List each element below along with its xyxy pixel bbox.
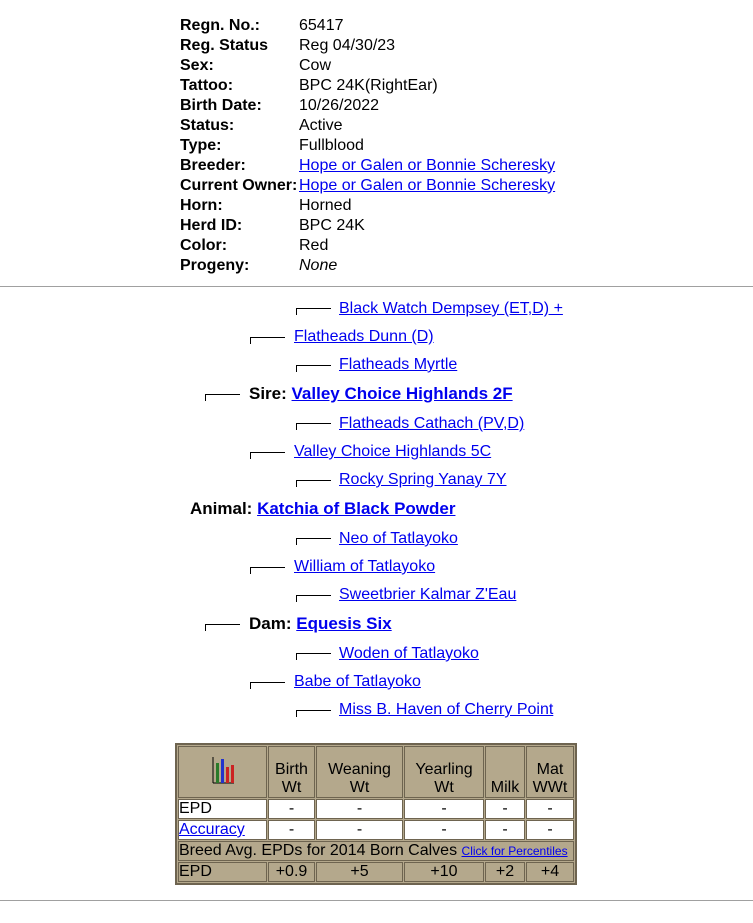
info-label: Herd ID: bbox=[180, 217, 243, 234]
col-yearling-wt bbox=[404, 746, 484, 798]
breed-average-row bbox=[178, 862, 574, 882]
epd-row bbox=[178, 799, 574, 819]
pedigree-connector bbox=[250, 452, 285, 459]
info-label: Birth Date: bbox=[180, 97, 262, 114]
epd-cell: - bbox=[404, 799, 484, 819]
pedigree-connector bbox=[250, 567, 285, 574]
sire-label: Sire: bbox=[249, 384, 287, 403]
info-label: Horn: bbox=[180, 197, 223, 214]
breed-average-text: Breed Avg. EPDs for 2014 Born Calves bbox=[179, 842, 458, 859]
breeder-link[interactable]: Hope or Galen or Bonnie Scheresky bbox=[299, 157, 556, 174]
chart-cell bbox=[178, 746, 267, 798]
divider bbox=[0, 900, 753, 901]
info-label: Reg. Status bbox=[180, 37, 269, 54]
info-label: Progeny: bbox=[180, 257, 250, 274]
pedigree-connector bbox=[296, 365, 331, 372]
header-text: Yearling bbox=[415, 761, 473, 778]
animal-entry bbox=[190, 499, 455, 519]
dam-entry bbox=[249, 614, 392, 634]
avg-cell: +5 bbox=[316, 862, 403, 882]
accuracy-value: - bbox=[526, 820, 574, 840]
header-text: Wt bbox=[281, 779, 302, 796]
pedigree-sire-sire-dam[interactable]: Flatheads Myrtle bbox=[339, 356, 458, 373]
info-label: Tattoo: bbox=[180, 77, 234, 94]
accuracy-value: - bbox=[268, 820, 315, 840]
info-label: Type: bbox=[180, 137, 222, 154]
pedigree-connector bbox=[296, 710, 331, 717]
breed-average-heading bbox=[178, 841, 574, 861]
sire-link[interactable]: Valley Choice Highlands 2F bbox=[291, 384, 513, 403]
bar-chart-icon[interactable] bbox=[211, 755, 235, 785]
divider bbox=[0, 286, 753, 287]
info-label: Status: bbox=[180, 117, 235, 134]
pedigree-sire-dam[interactable]: Valley Choice Highlands 5C bbox=[294, 443, 492, 460]
header-text: Milk bbox=[490, 779, 520, 796]
epd-header-row bbox=[178, 746, 574, 798]
info-label: Color: bbox=[180, 237, 228, 254]
breed-average-heading-row bbox=[178, 841, 574, 861]
pedigree-connector bbox=[296, 308, 331, 315]
pedigree-dam-dam-dam[interactable]: Miss B. Haven of Cherry Point bbox=[339, 701, 554, 718]
header-text: WWt bbox=[532, 779, 568, 796]
header-text: Wt bbox=[349, 779, 370, 796]
accuracy-value: - bbox=[404, 820, 484, 840]
info-value: Cow bbox=[299, 57, 332, 74]
header-text: Wt bbox=[434, 779, 454, 796]
percentiles-link[interactable]: Click for Percentiles bbox=[461, 844, 568, 858]
info-value: Red bbox=[299, 237, 329, 254]
info-value: Reg 04/30/23 bbox=[299, 37, 396, 54]
epd-cell: - bbox=[268, 799, 315, 819]
pedigree-connector bbox=[296, 538, 331, 545]
row-label: EPD bbox=[178, 862, 267, 882]
header-text: Weaning bbox=[328, 761, 391, 778]
pedigree-connector bbox=[296, 595, 331, 602]
header-text: Birth bbox=[275, 761, 308, 778]
info-value: 65417 bbox=[299, 17, 344, 34]
epd-cell: - bbox=[316, 799, 403, 819]
info-value: BPC 24K bbox=[299, 217, 365, 234]
info-label: Regn. No.: bbox=[180, 17, 260, 34]
info-value: Fullblood bbox=[299, 137, 364, 154]
current-owner-link[interactable]: Hope or Galen or Bonnie Scheresky bbox=[299, 177, 556, 194]
info-value: 10/26/2022 bbox=[299, 97, 380, 114]
pedigree-dam-sire-sire[interactable]: Neo of Tatlayoko bbox=[339, 530, 458, 547]
accuracy-value: - bbox=[485, 820, 525, 840]
info-label: Sex: bbox=[180, 57, 214, 74]
avg-cell: +10 bbox=[404, 862, 484, 882]
epd-cell: - bbox=[526, 799, 574, 819]
pedigree-connector bbox=[296, 653, 331, 660]
pedigree-dam-dam-sire[interactable]: Woden of Tatlayoko bbox=[339, 645, 479, 662]
pedigree-dam-sire[interactable]: William of Tatlayoko bbox=[294, 558, 436, 575]
info-label: Breeder: bbox=[180, 157, 246, 174]
accuracy-cell bbox=[178, 820, 267, 840]
pedigree-connector bbox=[205, 624, 240, 631]
col-birth-wt bbox=[268, 746, 315, 798]
accuracy-value: - bbox=[316, 820, 403, 840]
avg-cell: +2 bbox=[485, 862, 525, 882]
dam-label: Dam: bbox=[249, 614, 292, 633]
pedigree-connector bbox=[296, 423, 331, 430]
pedigree-connector bbox=[250, 337, 285, 344]
animal-label: Animal: bbox=[190, 499, 253, 518]
dam-link[interactable]: Equesis Six bbox=[296, 614, 392, 633]
accuracy-row bbox=[178, 820, 574, 840]
row-label: EPD bbox=[178, 799, 267, 819]
pedigree-connector bbox=[205, 394, 240, 401]
pedigree-sire-dam-sire[interactable]: Flatheads Cathach (PV,D) bbox=[339, 415, 525, 432]
epd-table bbox=[175, 743, 577, 885]
pedigree-sire-dam-dam[interactable]: Rocky Spring Yanay 7Y bbox=[339, 471, 507, 488]
animal-link[interactable]: Katchia of Black Powder bbox=[257, 499, 456, 518]
info-value: Horned bbox=[299, 197, 352, 214]
pedigree-sire-sire-sire[interactable]: Black Watch Dempsey (ET,D) + bbox=[339, 300, 563, 317]
epd-cell: - bbox=[485, 799, 525, 819]
info-value: None bbox=[299, 257, 338, 274]
pedigree-sire-sire[interactable]: Flatheads Dunn (D) bbox=[294, 328, 434, 345]
col-milk bbox=[485, 746, 525, 798]
pedigree-connector bbox=[250, 682, 285, 689]
accuracy-link[interactable]: Accuracy bbox=[179, 821, 245, 838]
info-label: Current Owner: bbox=[180, 177, 298, 194]
avg-cell: +0.9 bbox=[268, 862, 315, 882]
col-weaning-wt bbox=[316, 746, 403, 798]
pedigree-connector bbox=[296, 480, 331, 487]
info-value: Active bbox=[299, 117, 343, 134]
sire-entry bbox=[249, 384, 513, 404]
header-text: Mat bbox=[536, 761, 564, 778]
pedigree-dam-sire-dam[interactable]: Sweetbrier Kalmar Z'Eau bbox=[339, 586, 517, 603]
col-mat-wwt bbox=[526, 746, 574, 798]
info-value: BPC 24K(RightEar) bbox=[299, 77, 438, 94]
avg-cell: +4 bbox=[526, 862, 574, 882]
pedigree-dam-dam[interactable]: Babe of Tatlayoko bbox=[294, 673, 421, 690]
